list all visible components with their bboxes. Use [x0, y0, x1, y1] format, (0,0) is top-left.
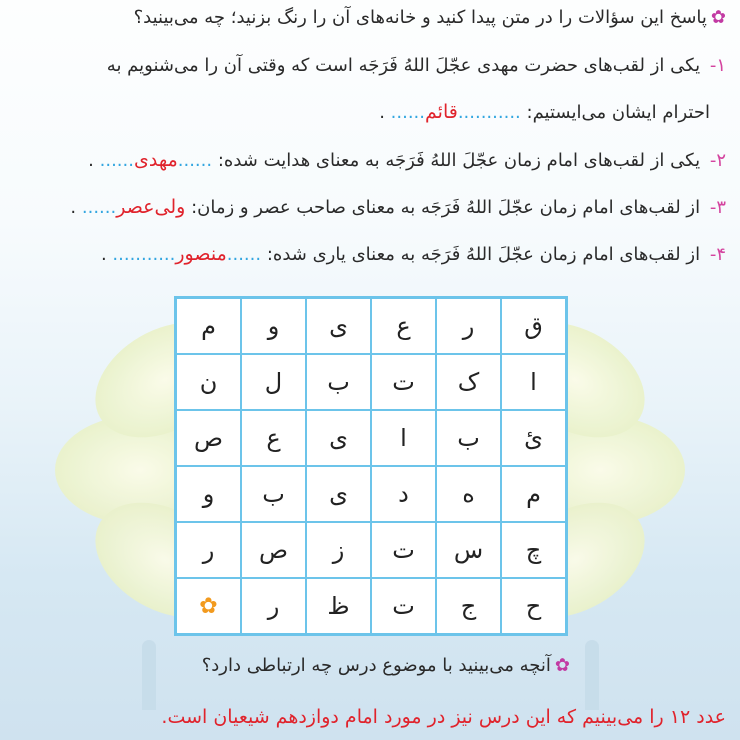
- grid-cell[interactable]: و: [241, 298, 306, 354]
- answer-blank: [178, 150, 212, 171]
- grid-cell[interactable]: ص: [241, 522, 306, 578]
- question-3-end: .: [70, 197, 77, 218]
- footer-answer: عدد ۱۲ را می‌بینیم که این درس نیز در مورد امام دوازدهم شیعیان است.: [161, 706, 726, 728]
- grid-cell[interactable]: ر: [241, 578, 306, 634]
- grid-cell[interactable]: ج: [436, 578, 501, 634]
- question-3-answer: ولی‌عصر: [116, 196, 186, 218]
- grid-cell[interactable]: ئ: [501, 410, 566, 466]
- grid-cell[interactable]: ظ: [306, 578, 371, 634]
- grid-cell[interactable]: ت: [371, 578, 436, 634]
- question-1-text: یکی از لقب‌های حضرت مهدی عجّلَ اللهُ فَرَجَه است که وقتی آن را می‌شنویم به: [106, 55, 701, 76]
- flower-icon: ✿: [554, 655, 570, 676]
- grid-cell[interactable]: د: [371, 466, 436, 522]
- final-question-text: آنچه می‌بینید با موضوع درس چه ارتباطی دارد؟: [201, 655, 551, 676]
- grid-cell[interactable]: ی: [306, 466, 371, 522]
- grid-cell[interactable]: و: [176, 466, 241, 522]
- question-3-line: [14, 193, 726, 222]
- question-2-answer: مهدی: [133, 149, 178, 171]
- grid-cell[interactable]: ز: [306, 522, 371, 578]
- grid-cell-star[interactable]: [176, 578, 241, 634]
- question-4-end: .: [100, 244, 107, 265]
- final-question-line: [14, 652, 570, 680]
- question-4-number: ۴-: [709, 244, 726, 265]
- grid-cell[interactable]: ب: [436, 410, 501, 466]
- question-4-line: [14, 240, 726, 269]
- grid-cell[interactable]: ر: [436, 298, 501, 354]
- answer-blank: [112, 244, 175, 265]
- question-4-text: از لقب‌های امام زمان عجّلَ اللهُ فَرَجَه به معنای یاری شده:: [266, 244, 701, 265]
- grid-cell[interactable]: ت: [371, 522, 436, 578]
- question-1-answer: قائم: [425, 101, 458, 123]
- answer-blank: [227, 244, 261, 265]
- star-icon: ✿: [199, 593, 218, 619]
- grid-cell[interactable]: ق: [501, 298, 566, 354]
- grid-cell[interactable]: ن: [176, 354, 241, 410]
- grid-cell[interactable]: ب: [241, 466, 306, 522]
- answer-blank: [391, 102, 425, 123]
- minaret-right: [585, 640, 599, 710]
- answer-blank: [82, 197, 116, 218]
- letter-grid: [174, 296, 568, 636]
- grid-cell[interactable]: ا: [501, 354, 566, 410]
- intro-line: [14, 4, 726, 32]
- answer-blank: [458, 102, 521, 123]
- question-4-answer: منصور: [175, 243, 227, 265]
- question-1-text-2: احترام ایشان می‌ایستیم:: [526, 102, 710, 123]
- grid-cell[interactable]: ع: [241, 410, 306, 466]
- grid-cell[interactable]: س: [436, 522, 501, 578]
- grid-cell[interactable]: چ: [501, 522, 566, 578]
- grid-cell[interactable]: ب: [306, 354, 371, 410]
- question-1-number: ۱-: [709, 55, 726, 76]
- grid-cell[interactable]: ا: [371, 410, 436, 466]
- grid-cell[interactable]: م: [501, 466, 566, 522]
- question-1-line2: [14, 98, 710, 127]
- grid-cell[interactable]: ع: [371, 298, 436, 354]
- flower-icon: ✿: [710, 7, 726, 28]
- grid-cell[interactable]: ه: [436, 466, 501, 522]
- question-1-end: .: [379, 102, 385, 123]
- grid-cell[interactable]: ح: [501, 578, 566, 634]
- question-3-text: از لقب‌های امام زمان عجّلَ اللهُ فَرَجَه به معنای صاحب عصر و زمان:: [191, 197, 701, 218]
- grid-cell[interactable]: ر: [176, 522, 241, 578]
- grid-cell[interactable]: ی: [306, 410, 371, 466]
- grid-cell[interactable]: ت: [371, 354, 436, 410]
- grid-cell[interactable]: ی: [306, 298, 371, 354]
- question-3-number: ۳-: [709, 197, 726, 218]
- grid-cell[interactable]: ل: [241, 354, 306, 410]
- grid-cell[interactable]: ص: [176, 410, 241, 466]
- intro-text: پاسخ این سؤالات را در متن پیدا کنید و خانه‌های آن را رنگ بزنید؛ چه می‌بینید؟: [133, 7, 707, 28]
- question-2-text: یکی از لقب‌های امام زمان عجّلَ اللهُ فَرَجَه به معنای هدایت شده:: [217, 150, 701, 171]
- question-2-number: ۲-: [709, 150, 726, 171]
- grid-cell[interactable]: ک: [436, 354, 501, 410]
- question-2-line: [14, 146, 726, 175]
- grid-cell[interactable]: م: [176, 298, 241, 354]
- question-2-end: .: [88, 150, 94, 171]
- answer-blank: [100, 150, 134, 171]
- question-1-line1: [14, 52, 726, 80]
